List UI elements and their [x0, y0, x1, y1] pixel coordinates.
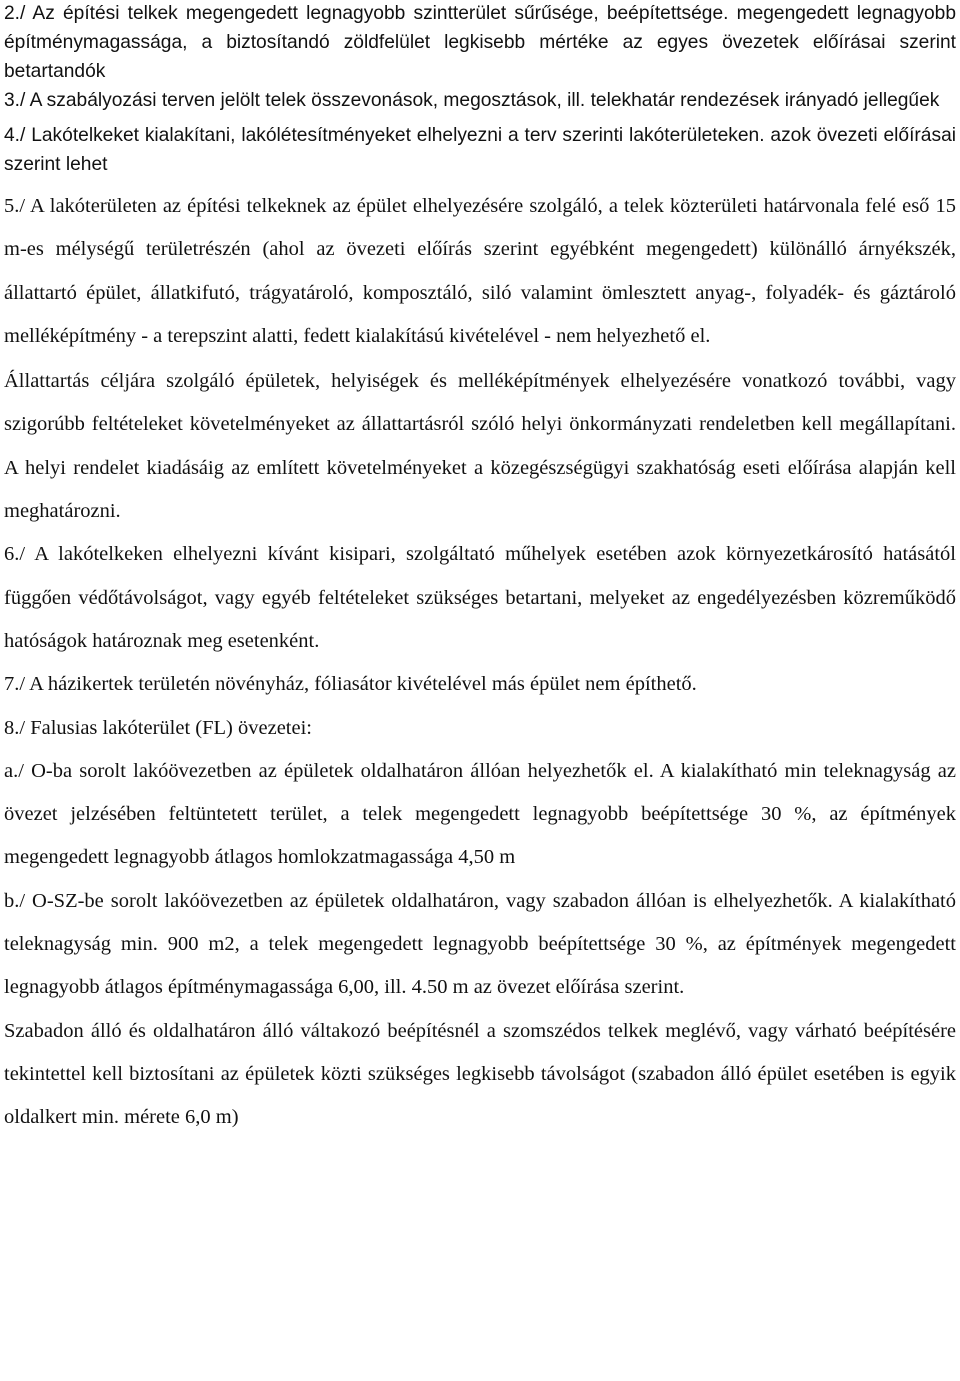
paragraph-8a: a./ O-ba sorolt lakóövezetben az épületek oldalhatáron állóan helyezhetők el. A kialakítható min teleknagyság az övezet jelzésében feltüntetett terület, a telek megengedett legnagyobb beépítettsége 30 %, az építmények megengedett legnagyobb átlagos homlokzatmagassága 4,50 m: [4, 759, 956, 869]
paragraph-setback: Szabadon álló és oldalhatáron álló váltakozó beépítésnél a szomszédos telkek meglévő, vagy várható beépítésére tekintettel kell biztosítani az épületek közti szükséges legkisebb távolságot (szabadon álló épület esetében is egyik oldalkert min. mérete 6,0 m): [4, 1019, 956, 1129]
paragraph-8b: b./ O-SZ-be sorolt lakóövezetben az épületek oldalhatáron, vagy szabadon állóan is elhelyezhetők. A kialakítható teleknagyság min. 900 m2, a telek megengedett legnagyobb beépítettsége 30 %, az építmények megengedett legnagyobb átlagos építménymagassága 6,00, ill. 4.50 m az övezet előírása szerint.: [4, 889, 956, 999]
paragraph-4: 4./ Lakótelkeket kialakítani, lakólétesítményeket elhelyezni a terv szerinti lakóterületeken. azok övezeti előírásai szerint lehet: [4, 125, 956, 175]
paragraph-2: 2./ Az építési telkek megengedett legnagyobb szintterület sűrűsége, beépítettsége. megengedett legnagyobb építménymagassága, a biztosítandó zöldfelület legkisebb mértéke az egyes övezetek előírásai szerint betartandók: [4, 3, 956, 82]
paragraph-3: 3./ A szabályozási terven jelölt telek összevonások, megosztások, ill. telekhatár rendezések irányadó jellegűek: [4, 90, 940, 111]
paragraph-7: 7./ A házikertek területén növényház, fóliasátor kivételével más épület nem építhető.: [4, 673, 697, 696]
paragraph-6: 6./ A lakótelkeken elhelyezni kívánt kisipari, szolgáltató műhelyek esetében azok környezetkárosító hatásától függően védőtávolságot, vagy egyéb feltételeket szükséges betartani, melyeket az engedélyezésben közreműködő hatóságok határoznak meg esetenként.: [4, 543, 956, 652]
paragraph-animal-keeping: Állattartás céljára szolgáló épületek, helyiségek és melléképítmények elhelyezésére vonatkozó további, vagy szigorúbb feltételeket követelményeket az állattartásról szóló helyi önkormányzati rendeletben kell megállapítani. A helyi rendelet kiadásáig az említett követelményeket a közegészségügyi szakhatóság eseti előírása alapján kell meghatározni.: [4, 370, 956, 523]
paragraph-5: 5./ A lakóterületen az építési telkeknek az épület elhelyezésére szolgáló, a telek közterületi határvonala felé eső 15 m-es mélységű területrészén (ahol az övezeti előírás szerint egyébként megengedett) különálló árnyékszék, állattartó épület, állatkifutó, trágyatároló, komposztáló, siló valamint ömlesztett anyag-, folyadék- és gáztároló melléképítmény - a terepszint alatti, fedett kialakítású kivételével - nem helyezhető el.: [4, 195, 956, 347]
paragraph-8-heading: 8./ Falusias lakóterület (FL) övezetei:: [4, 716, 312, 739]
